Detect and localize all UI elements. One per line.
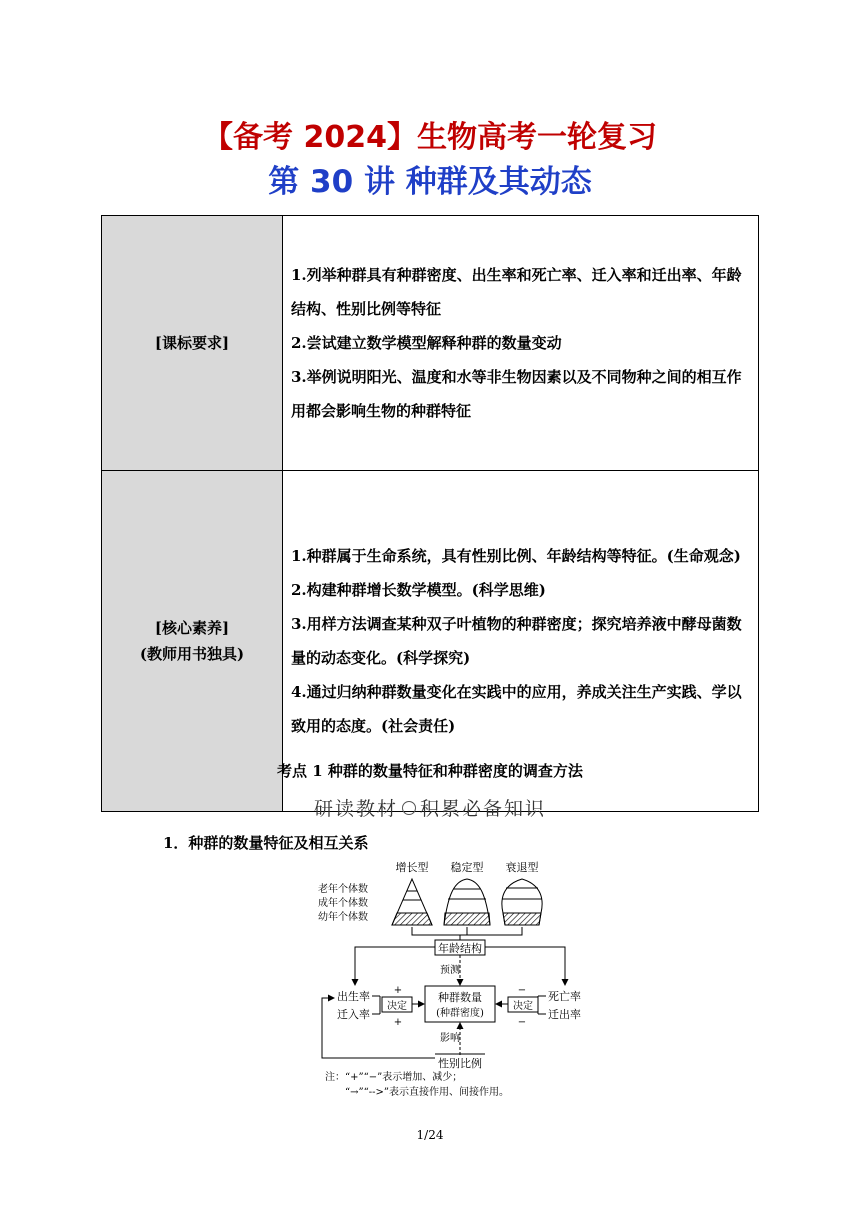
birth-rate-label: 出生率 xyxy=(337,990,370,1003)
plus-sign-bottom: + xyxy=(393,1017,403,1028)
standards-table xyxy=(101,215,759,812)
point-title: 考点 1 种群的数量特征和种群密度的调查方法 xyxy=(277,762,583,780)
type-stable-label: 稳定型 xyxy=(450,861,484,874)
population-size-label: 种群数量 xyxy=(438,991,482,1004)
age-old-label: 老年个体数 xyxy=(318,884,368,895)
predict-label: 预测 xyxy=(440,965,460,976)
minus-sign-bottom: − xyxy=(517,1017,527,1028)
list-item: 2.构建种群增长数学模型。(科学思维) xyxy=(291,581,546,599)
emigration-label: 迁出率 xyxy=(548,1008,581,1021)
list-item: 4.通过归纳种群数量变化在实践中的应用，养成关注生产实践、学以致用的态度。(社会责任) xyxy=(291,683,742,735)
population-characteristics-diagram xyxy=(300,855,600,1100)
table-row-curriculum xyxy=(102,216,759,471)
influence-label: 影响 xyxy=(440,1033,460,1044)
diagram-note-2: “→”“-->”表示直接作用、间接作用。 xyxy=(345,1087,509,1098)
plus-sign-top: + xyxy=(393,985,403,996)
list-item: 1.列举种群具有种群密度、出生率和死亡率、迁入率和迁出率、年龄结构、性别比例等特征 xyxy=(291,266,742,318)
growth-pyramid xyxy=(392,879,432,925)
target-icon xyxy=(402,801,416,815)
age-structure-label: 年龄结构 xyxy=(438,942,482,955)
curriculum-label: [课标要求] xyxy=(102,216,283,471)
lecture-title: 第 30 讲 种群及其动态 xyxy=(268,164,592,200)
curriculum-content xyxy=(283,216,759,471)
stable-pyramid xyxy=(444,879,490,925)
sex-ratio-label: 性别比例 xyxy=(438,1057,482,1070)
immigration-label: 迁入率 xyxy=(337,1008,370,1021)
literacy-label-text: [核心素养] xyxy=(154,619,230,637)
age-young-label: 幼年个体数 xyxy=(318,912,368,923)
list-item: 2.尝试建立数学模型解释种群的数量变动 xyxy=(291,334,562,352)
decide-right-label: 决定 xyxy=(513,1001,533,1012)
type-decline-label: 衰退型 xyxy=(505,861,539,874)
document-title: 【备考 2024】生物高考一轮复习 xyxy=(203,120,657,155)
banner-left-text: 研读教材 xyxy=(313,798,398,820)
decline-pyramid xyxy=(502,879,542,925)
section-heading: 1．种群的数量特征及相互关系 xyxy=(163,834,369,852)
population-density-label: (种群密度) xyxy=(436,1008,484,1019)
page-number: 1/24 xyxy=(416,1128,444,1142)
banner-right-text: 积累必备知识 xyxy=(420,798,547,820)
decide-left-label: 决定 xyxy=(387,1001,407,1012)
age-adult-label: 成年个体数 xyxy=(318,898,368,909)
section-banner xyxy=(0,794,860,821)
list-item: 3.举例说明阳光、温度和水等非生物因素以及不同物种之间的相互作用都会影响生物的种群特征 xyxy=(291,368,742,420)
diagram-note-1: 注：“+”“−”表示增加、减少； xyxy=(325,1072,463,1083)
type-growth-label: 增长型 xyxy=(395,861,429,874)
death-rate-label: 死亡率 xyxy=(548,990,581,1003)
minus-sign-top: − xyxy=(517,985,527,996)
literacy-sublabel: (教师用书独具) xyxy=(139,645,245,663)
list-item: 3.用样方法调查某种双子叶植物的种群密度；探究培养液中酵母菌数量的动态变化。(科学探究) xyxy=(291,615,742,667)
list-item: 1.种群属于生命系统，具有性别比例、年龄结构等特征。(生命观念) xyxy=(291,547,741,565)
